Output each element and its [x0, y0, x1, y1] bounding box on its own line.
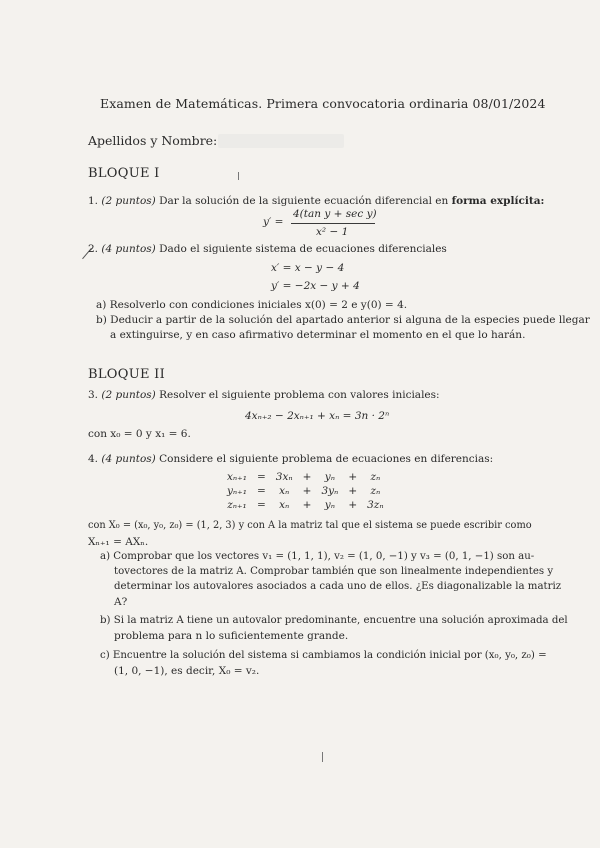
question-2 [88, 243, 447, 255]
q3-initial-conditions: con x₀ = 0 y x₁ = 6. [88, 428, 191, 440]
pen-mark-bottom [322, 752, 323, 762]
q1-points: (2 puntos) [101, 195, 156, 207]
q4-condition-line-1: con X₀ = (x₀, y₀, z₀) = (1, 2, 3) y con A la matriz tal que el sistema se puede escribir como [88, 520, 532, 531]
q4-r3-term3: 3zₙ [367, 499, 384, 511]
q1-fraction-bar [291, 223, 375, 224]
q2-text: Dado el siguiente sistema de ecuaciones diferenciales [159, 243, 447, 255]
q4-number: 4. [88, 453, 99, 465]
q4-part-a-line-3: determinar los autovalores asociados a cada uno de ellos. ¿Es diagonalizable la matriz [114, 581, 562, 592]
q1-eq-lhs: y′ = [263, 216, 284, 228]
q2-part-a: a) Resolverlo con condiciones iniciales x(0) = 2 e y(0) = 4. [96, 299, 408, 311]
q4-r1-lhs: xₙ₊₁ [227, 471, 247, 483]
q4-r1-term2: yₙ [324, 471, 335, 483]
question-3 [88, 389, 440, 401]
q4-part-b-line-1: b) Si la matriz A tiene un autovalor predominante, encuentre una solución aproximada del [100, 615, 568, 626]
q4-text: Considere el siguiente problema de ecuaciones en diferencias: [159, 453, 494, 465]
q4-r2-op2: + [348, 485, 358, 497]
q4-r3-eq: = [256, 499, 266, 511]
q4-part-a-line-2: tovectores de la matriz A. Comprobar también que son linealmente independientes y [114, 566, 554, 577]
q3-text: Resolver el siguiente problema con valores iniciales: [159, 389, 440, 401]
q1-number: 1. [88, 195, 99, 207]
q4-r3-term1: xₙ [279, 499, 290, 511]
q4-r2-eq: = [256, 485, 266, 497]
q3-equation: 4xₙ₊₂ − 2xₙ₊₁ + xₙ = 3n · 2ⁿ [245, 410, 390, 422]
q3-points: (2 puntos) [101, 389, 156, 401]
q2-points: (4 puntos) [101, 243, 156, 255]
q2-part-b-line-1: b) Deducir a partir de la solución del apartado anterior si alguna de la especies puede llegar [96, 314, 590, 326]
q4-r2-term1: xₙ [279, 485, 290, 497]
q4-points: (4 puntos) [101, 453, 156, 465]
q1-eq-numerator: 4(tan y + sec y) [293, 208, 377, 220]
q1-eq-denominator: x² − 1 [316, 226, 349, 238]
q4-r3-op2: + [348, 499, 358, 511]
q4-part-b-line-2: problema para n lo suficientemente grande. [114, 630, 349, 642]
q4-r2-lhs: yₙ₊₁ [227, 485, 247, 497]
q4-r2-op1: + [302, 485, 312, 497]
q4-part-a-line-1: a) Comprobar que los vectores v₁ = (1, 1, 1), v₂ = (1, 0, −1) y v₃ = (0, 1, −1) son au- [100, 551, 535, 562]
q4-r1-eq: = [256, 471, 266, 483]
q4-r3-lhs: zₙ₊₁ [227, 499, 247, 511]
q4-r1-term1: 3xₙ [275, 471, 293, 483]
q4-part-a-line-4: A? [114, 596, 128, 608]
q2-part-b-line-2: a extinguirse, y en caso afirmativo determinar el momento en el que lo harán. [110, 329, 526, 341]
q4-part-c-line-1: c) Encuentre la solución del sistema si cambiamos la condición inicial por (x₀, y₀, z₀) = [100, 650, 547, 661]
block-1-heading: BLOQUE I [88, 166, 160, 181]
q3-number: 3. [88, 389, 99, 401]
q4-r1-op2: + [348, 471, 358, 483]
block-2-heading: BLOQUE II [88, 367, 166, 382]
q4-r2-term2: 3yₙ [321, 485, 339, 497]
q4-r1-term3: zₙ [370, 471, 381, 483]
q4-system-row-3 [222, 498, 389, 512]
q4-difference-system [222, 470, 389, 512]
exam-title: Examen de Matemáticas. Primera convocatoria ordinaria 08/01/2024 [100, 96, 546, 111]
q4-r3-op1: + [302, 499, 312, 511]
q1-text: Dar la solución de la siguiente ecuación diferencial en [159, 195, 449, 207]
q2-equation-2: y′ = −2x − y + 4 [271, 280, 360, 292]
q4-system-row-1 [222, 470, 389, 484]
q1-bold-text: forma explícita: [451, 195, 545, 207]
q4-condition-line-2: Xₙ₊₁ = AXₙ. [88, 536, 149, 548]
q2-equation-1: x′ = x − y − 4 [271, 262, 345, 274]
q4-system-row-2 [222, 484, 389, 498]
question-4 [88, 453, 493, 465]
redacted-name-field [218, 134, 344, 148]
q4-part-c-line-2: (1, 0, −1), es decir, X₀ = v₂. [114, 665, 260, 677]
q4-r3-term2: yₙ [324, 499, 335, 511]
name-label: Apellidos y Nombre: [88, 133, 218, 148]
question-1 [88, 195, 544, 207]
q4-r2-term3: zₙ [370, 485, 381, 497]
pen-mark [238, 172, 239, 180]
q4-r1-op1: + [302, 471, 312, 483]
q2-number: 2. [88, 243, 99, 255]
